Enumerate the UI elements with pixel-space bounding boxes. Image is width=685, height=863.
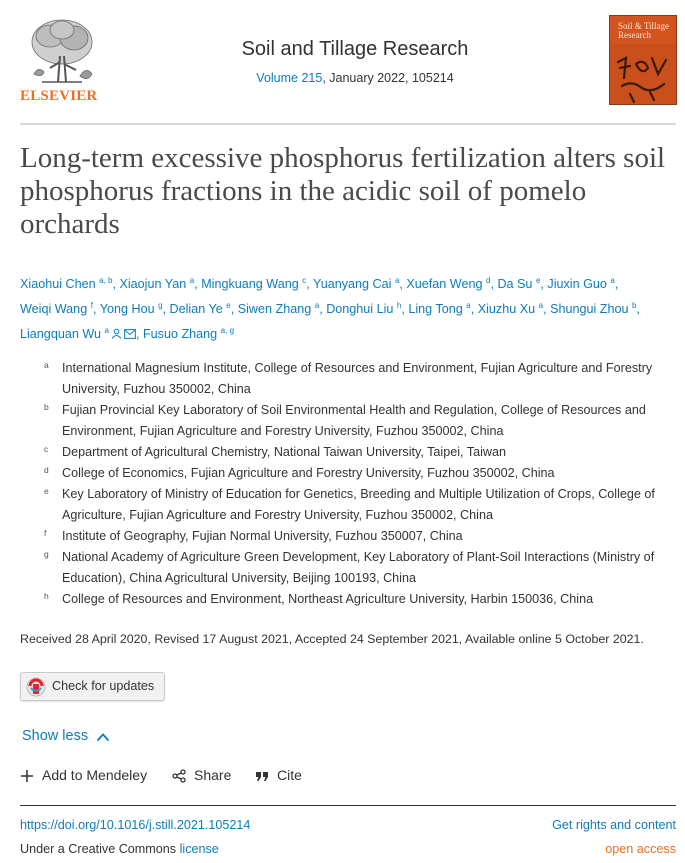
author-affiliation-marker[interactable]: f bbox=[90, 301, 93, 310]
author-link[interactable] bbox=[238, 302, 319, 316]
author-affiliation-marker[interactable]: a bbox=[104, 326, 109, 335]
author-affiliation-marker[interactable]: a bbox=[394, 276, 400, 285]
show-less-button[interactable]: Show less bbox=[22, 728, 89, 744]
affiliation-label: g bbox=[44, 549, 49, 559]
author-affiliation-marker[interactable]: a, b bbox=[99, 276, 113, 285]
affiliation-label: b bbox=[44, 402, 49, 412]
affiliation-label: f bbox=[44, 528, 47, 538]
author-affiliation-marker[interactable]: a bbox=[466, 301, 471, 310]
author-affiliation-marker[interactable]: g bbox=[158, 301, 163, 310]
author-name[interactable]: Mingkuang Wang bbox=[201, 277, 299, 291]
author-name[interactable]: Xuefan Weng bbox=[406, 277, 483, 291]
affiliation-label: a bbox=[44, 360, 49, 370]
affiliation-item bbox=[40, 442, 680, 463]
plus-icon bbox=[20, 769, 34, 783]
affiliation-label: h bbox=[44, 591, 49, 601]
affiliation-list bbox=[40, 358, 680, 610]
doi-link[interactable]: https://doi.org/10.1016/j.still.2021.105214 bbox=[20, 818, 251, 832]
author-name[interactable]: Yong Hou bbox=[99, 302, 155, 316]
author-link[interactable] bbox=[408, 302, 470, 316]
author-name[interactable]: Xiuzhu Xu bbox=[477, 302, 536, 316]
author-name[interactable]: Da Su bbox=[497, 277, 533, 291]
quote-icon bbox=[255, 769, 269, 783]
affiliation-label: e bbox=[44, 486, 49, 496]
author-link[interactable] bbox=[143, 327, 234, 341]
author-link[interactable] bbox=[550, 302, 636, 316]
check-for-updates-label: Check for updates bbox=[52, 679, 155, 693]
chevron-up-icon[interactable] bbox=[96, 732, 110, 742]
affiliation-text: Fujian Provincial Key Laboratory of Soil Environmental Health and Regulation, College of Resources and Environment, Fujian Agriculture and Forestry University, Fuzhou 350002, China bbox=[62, 403, 646, 438]
author-link[interactable] bbox=[20, 302, 93, 316]
author-link[interactable] bbox=[170, 302, 231, 316]
author-affiliation-marker[interactable]: a bbox=[538, 301, 544, 310]
affiliation-text: International Magnesium Institute, College of Resources and Environment, Fujian Agriculture and Forestry University, Fuzhou 350002, China bbox=[62, 361, 653, 396]
author-name[interactable]: Liangquan Wu bbox=[20, 327, 101, 341]
affiliation-label: d bbox=[44, 465, 49, 475]
check-for-updates-button[interactable] bbox=[20, 672, 165, 701]
footer-divider bbox=[20, 805, 676, 806]
author-list: Xiaohui Chen $^{a, b}$, Xiaojun Yan $^a$, Mingkuang Wang $^c$, Yuanyang Cai $^a$, Xuefan Weng $^d$, Da Su $^e$, Jiuxin Guo $^a$, Weiqi Wang $^f$, Yong Hou $^g$, Delian Ye $^e$, Siwen Zhang $^a$, Donghui Liu $^h$, Ling Tong $^a$, Xiuzhu Xu $^a$, Shungui Zhou $^b$, Liangquan Wu $^a$ , Fusuo Zhang $^{a, g}$ bbox=[20, 276, 640, 341]
author-affiliation-marker[interactable]: a bbox=[189, 276, 195, 285]
author-link[interactable] bbox=[20, 327, 136, 341]
cover-artwork-icon bbox=[610, 44, 677, 105]
article-title: Long-term excessive phosphorus fertilization alters soil phosphorus fractions in the acidic soil of pomelo orchards bbox=[20, 142, 666, 240]
author-name[interactable]: Xiaojun Yan bbox=[119, 277, 187, 291]
share-icon bbox=[172, 769, 186, 783]
author-name[interactable]: Fusuo Zhang bbox=[142, 327, 218, 341]
author-link[interactable] bbox=[201, 277, 306, 291]
author-name[interactable]: Yuanyang Cai bbox=[313, 277, 392, 291]
issue-info: , January 2022, 105214 bbox=[322, 71, 454, 85]
affiliation-text: Institute of Geography, Fujian Normal University, Fuzhou 350007, China bbox=[62, 529, 463, 543]
article-header bbox=[0, 0, 685, 124]
author-link[interactable] bbox=[100, 302, 163, 316]
affiliation-text: College of Economics, Fujian Agriculture and Forestry University, Fuzhou 350002, China bbox=[62, 466, 555, 480]
author-link[interactable] bbox=[313, 277, 399, 291]
journal-volume-info bbox=[140, 71, 570, 85]
author-affiliation-marker[interactable]: e bbox=[226, 301, 231, 310]
affiliation-text: Department of Agricultural Chemistry, National Taiwan University, Taipei, Taiwan bbox=[62, 445, 507, 459]
author-link[interactable] bbox=[326, 302, 401, 316]
header-divider bbox=[20, 123, 676, 125]
author-link[interactable] bbox=[406, 277, 490, 291]
author-affiliation-marker[interactable]: c bbox=[302, 276, 307, 285]
author-link[interactable] bbox=[497, 277, 540, 291]
add-to-mendeley-label: Add to Mendeley bbox=[42, 767, 148, 783]
author-link[interactable] bbox=[20, 277, 112, 291]
author-name[interactable]: Jiuxin Guo bbox=[547, 277, 607, 291]
affiliation-text: National Academy of Agriculture Green Development, Key Laboratory of Plant-Soil Interactions (Ministry of Education), China Agricultural University, Beijing 100193, China bbox=[62, 550, 655, 585]
author-name[interactable]: Ling Tong bbox=[408, 302, 463, 316]
author-affiliation-marker[interactable]: a bbox=[314, 301, 320, 310]
affiliation-item bbox=[40, 589, 680, 610]
author-name[interactable]: Siwen Zhang bbox=[237, 302, 312, 316]
author-affiliation-marker[interactable]: a, g bbox=[220, 326, 235, 335]
article-actions bbox=[20, 767, 420, 787]
author-affiliation-marker[interactable]: e bbox=[535, 276, 541, 285]
journal-cover[interactable] bbox=[609, 15, 677, 105]
volume-link[interactable]: Volume 215 bbox=[256, 71, 323, 85]
cite-label: Cite bbox=[277, 767, 302, 783]
author-link[interactable] bbox=[119, 277, 194, 291]
affiliation-item bbox=[40, 484, 680, 526]
license-prefix: Under a Creative Commons bbox=[20, 842, 180, 856]
open-access-badge: open access bbox=[605, 842, 676, 856]
author-name[interactable]: Weiqi Wang bbox=[20, 302, 88, 316]
affiliation-item bbox=[40, 463, 680, 484]
affiliation-text: Key Laboratory of Ministry of Education for Genetics, Breeding and Multiple Utilization of Crops, College of Agriculture, Fujian Agriculture and Forestry University, Fuzhou 350002, China bbox=[62, 487, 655, 522]
author-name[interactable]: Delian Ye bbox=[169, 302, 223, 316]
author-affiliation-marker[interactable]: d bbox=[485, 276, 491, 285]
crossmark-icon bbox=[26, 677, 46, 697]
journal-title[interactable] bbox=[140, 38, 570, 61]
article-dates: Received 28 April 2020, Revised 17 August 2021, Accepted 24 September 2021, Available online 5 October 2021. bbox=[20, 632, 644, 646]
license-statement bbox=[20, 842, 219, 856]
affiliation-item bbox=[40, 526, 680, 547]
affiliation-text: College of Resources and Environment, Northeast Agriculture University, Harbin 150036, China bbox=[62, 592, 594, 606]
person-icon[interactable] bbox=[111, 328, 122, 339]
author-link[interactable] bbox=[547, 277, 614, 291]
author-affiliation-marker[interactable]: a bbox=[610, 276, 615, 285]
cover-title: Soil & Tillage Research bbox=[618, 21, 670, 40]
author-name[interactable]: Shungui Zhou bbox=[550, 302, 629, 316]
elsevier-wordmark[interactable]: ELSEVIER bbox=[20, 88, 98, 104]
affiliation-label: c bbox=[44, 444, 49, 454]
affiliation-item bbox=[40, 358, 680, 400]
author-affiliation-marker[interactable]: b bbox=[632, 301, 637, 310]
license-link[interactable]: license bbox=[179, 842, 219, 856]
author-affiliation-marker[interactable]: h bbox=[396, 301, 402, 310]
share-label: Share bbox=[194, 767, 232, 783]
author-name[interactable]: Donghui Liu bbox=[326, 302, 394, 316]
affiliation-item bbox=[40, 547, 680, 589]
get-rights-link[interactable]: Get rights and content bbox=[552, 818, 676, 832]
author-name[interactable]: Xiaohui Chen bbox=[20, 277, 96, 291]
envelope-icon[interactable] bbox=[124, 329, 136, 339]
affiliation-item bbox=[40, 400, 680, 442]
journal-title-text[interactable]: Soil and Tillage Research bbox=[241, 38, 469, 60]
author-link[interactable] bbox=[478, 302, 543, 316]
